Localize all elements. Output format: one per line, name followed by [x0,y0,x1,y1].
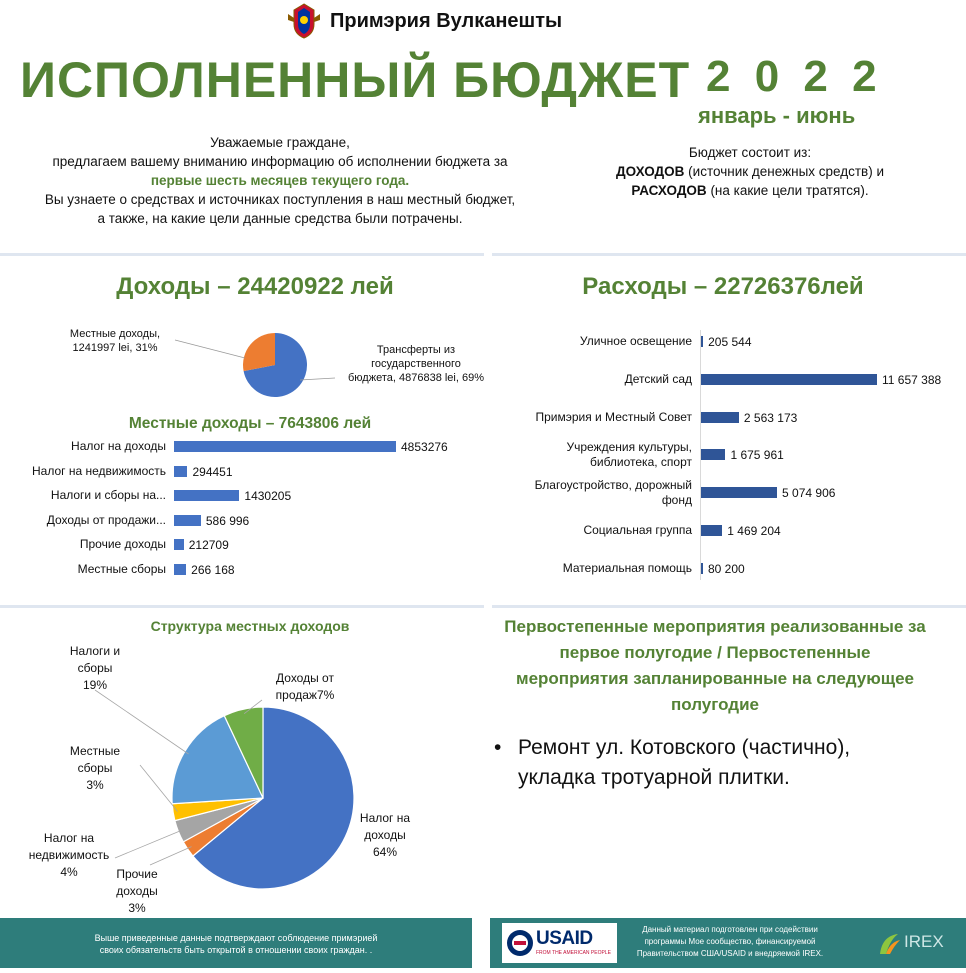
budget-year: 2 0 2 2 [706,52,883,101]
local-income-title: Местные доходы – 7643806 лей [128,415,372,432]
municipality-name: Примэрия Вулканешты [330,10,563,32]
local-income-bar-chart [0,438,480,578]
priorities-title: Первостепенные мероприятия реализованные за первое полугодие / Первостепенные мероприятия запланированные на следующее полугодие [504,617,926,714]
label-other: Прочие доходы 3% [116,867,158,915]
bar [174,466,187,477]
bar-value-label: 11 657 388 [882,372,942,387]
bar-value-label: 1 469 204 [727,524,781,538]
bar [174,564,186,575]
income-title: Доходы – 24420922 лей [116,273,394,300]
label-income-tax: Налог на доходы 64% [359,811,411,859]
bar-value-label: 205 544 [708,335,752,349]
leader-line [150,847,191,865]
irex-logo: IREX [904,932,944,951]
bar-category-label: Уличное освещение [579,334,692,348]
coat-of-arms-icon [286,0,322,40]
divider [0,253,484,256]
bar-value-label: 2 563 173 [743,410,798,425]
bar [700,487,777,498]
budget-composition: Бюджет состоит из: ДОХОДОВ (источник денежных средств) и РАСХОДОВ (на какие цели тратятся). [615,145,885,198]
footer-right: USAID FROM THE AMERICAN PEOPLE Данный материал подготовлен при содействии программы Мое сообщество, финансируемой Правительством США/USAID и внедряемой IREX. IREX [490,918,966,968]
bar-category-label: Детский сад [624,371,692,386]
intro-highlight: первые шесть месяцев текущего года. [150,173,410,188]
divider [492,605,966,608]
list-item: • Ремонт ул. Котовского (частично), укладка тротуарной плитки. [494,733,954,793]
divider [492,253,966,256]
bar-value-label: 5 074 906 [782,486,836,501]
bar-category-label: Благоустройство, дорожный фонд [534,478,692,508]
bar-value-label: 4853276 [401,440,448,454]
bar [174,539,184,550]
expenses-bar-chart [490,330,966,580]
divider [0,605,484,608]
bar-category-label: Налог на недвижимость [31,463,166,478]
priorities-list [494,733,954,793]
bar [700,449,725,460]
bar-value-label: 266 168 [191,563,235,577]
bar-category-label: Налог на доходы [71,439,166,453]
bar-value-label: 586 996 [205,513,250,528]
bar [174,490,239,501]
pie-label-local: Местные доходы, 1241997 lei, 31% [69,328,161,354]
bar-category-label: Налоги и сборы на... [50,488,166,503]
bar [700,412,739,423]
page-title: ИСПОЛНЕННЫЙ БЮДЖЕТ [20,52,691,108]
pie-label-transfers: Трансферты из государственного бюджета, 4876838 lei, 69% [348,344,484,384]
label-property: Налог на недвижимость 4% [28,831,110,879]
usaid-logo: USAID FROM THE AMERICAN PEOPLE [502,923,617,963]
bar-value-label: 294451 [192,464,233,479]
budget-period: январь - июнь [698,103,856,128]
structure-title: Структура местных доходов [150,618,350,634]
label-taxes: Налоги и сборы 19% [69,644,121,692]
bar [700,525,722,536]
bar [174,515,201,526]
footer-left: Выше приведенные данные подтверждают соблюдение примэрией своих обязательств быть открытой в отношении своих граждан. . [0,918,472,968]
expenses-axis [700,330,701,580]
bullet-icon: • [494,736,502,759]
bar-category-label: Прочие доходы [79,537,166,552]
bar [174,441,396,452]
expenses-title: Расходы – 22726376лей [582,273,864,300]
label-fees: Местные сборы 3% [69,744,121,792]
bar-value-label: 80 200 [708,561,745,576]
bar-category-label: Местные сборы [77,562,166,576]
bar-category-label: Учреждения культуры, библиотека, спорт [566,440,692,470]
bar-category-label: Доходы от продажи... [46,512,166,527]
usaid-seal-icon [506,929,534,957]
irex-leaf-icon [876,930,902,956]
bar-value-label: 1 675 961 [730,448,784,463]
bar-value-label: 212709 [188,538,229,553]
label-sales: Доходы от продаж7% [275,671,335,702]
bar-value-label: 1430205 [244,489,292,504]
pie-slice-local [243,333,275,371]
bar-category-label: Социальная группа [583,523,692,537]
intro-text: Уважаемые граждане, предлагаем вашему вниманию информацию об исполнении бюджета за первые шесть месяцев текущего года. Вы узнаете о средствах и источниках поступления в наш местный бюджет, а также, на какие цели данные средства были потрачены. [10,133,550,228]
bar-category-label: Примэрия и Местный Совет [535,409,692,424]
bar [700,374,877,385]
bar-category-label: Материальная помощь [562,560,692,575]
